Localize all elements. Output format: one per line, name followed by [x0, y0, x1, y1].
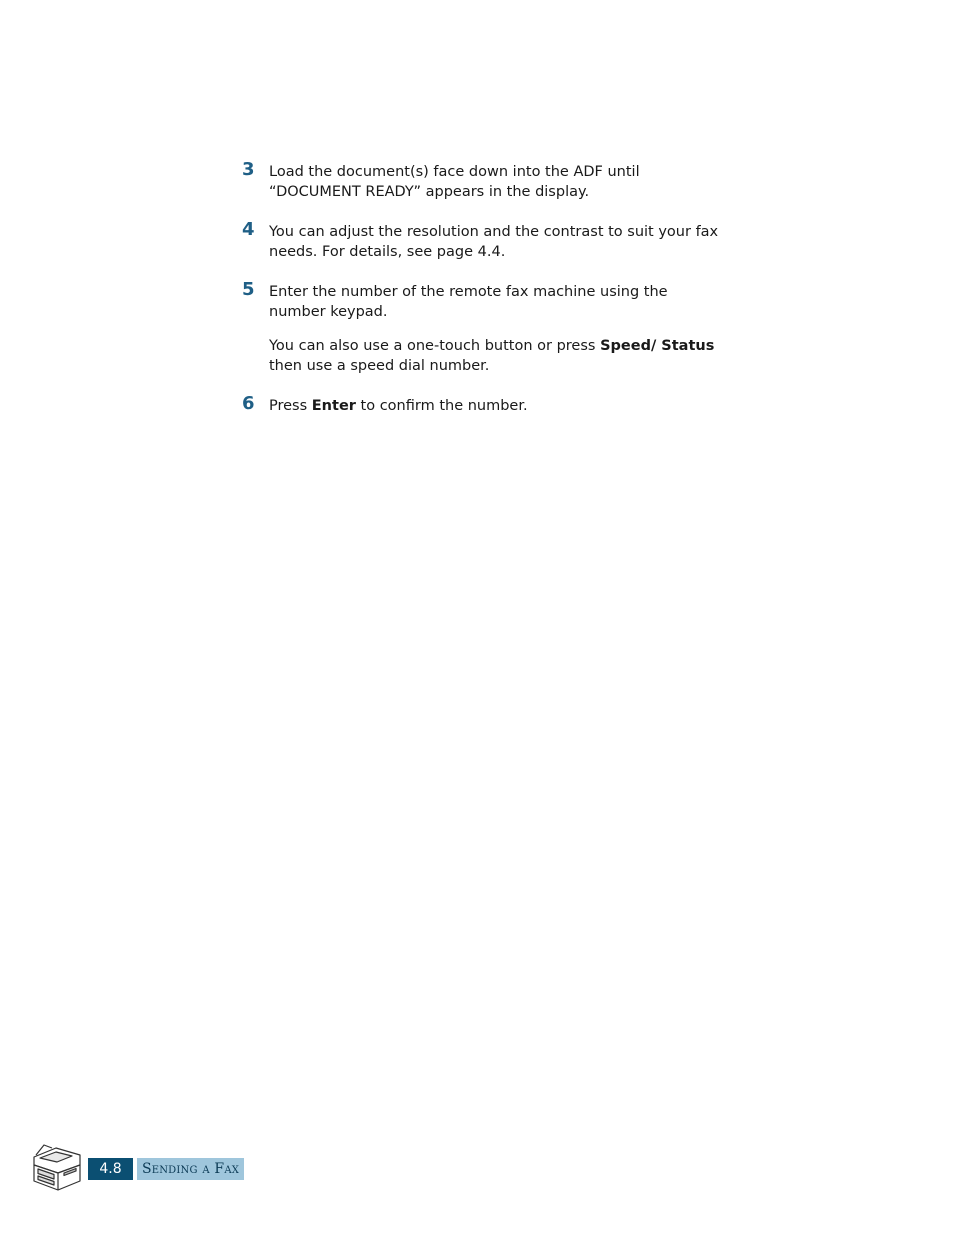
step-4 — [242, 219, 722, 262]
section-title: Sending a Fax — [137, 1158, 244, 1180]
enter-key: Enter — [311, 398, 356, 414]
instruction-steps — [242, 159, 722, 438]
page-footer — [30, 1143, 270, 1193]
step-text: Load the document(s) face down into the ADF until “DOCUMENT READY” appears in the display. — [269, 164, 640, 200]
step-number: 6 — [242, 393, 255, 414]
step-5 — [242, 279, 722, 376]
step-note — [269, 337, 722, 376]
speed-status-key: Speed/ Status — [600, 338, 715, 354]
step-text: Enter the number of the remote fax machine using the number keypad. — [269, 284, 668, 320]
step-number: 5 — [242, 279, 255, 300]
step-text-before: Press — [269, 398, 312, 414]
step-text — [269, 397, 722, 417]
step-text-after: to confirm the number. — [355, 398, 528, 414]
page-number: 4.8 — [88, 1158, 133, 1180]
note-text-after: then use a speed dial number. — [269, 357, 490, 374]
step-number: 3 — [242, 159, 255, 180]
step-3 — [242, 159, 722, 202]
printer-icon — [30, 1143, 84, 1193]
step-text: You can adjust the resolution and the contrast to suit your fax needs. For details, see page 4.4. — [269, 224, 719, 260]
note-text-before: You can also use a one-touch button or press — [269, 338, 601, 354]
step-number: 4 — [242, 219, 255, 240]
step-6 — [242, 393, 722, 417]
